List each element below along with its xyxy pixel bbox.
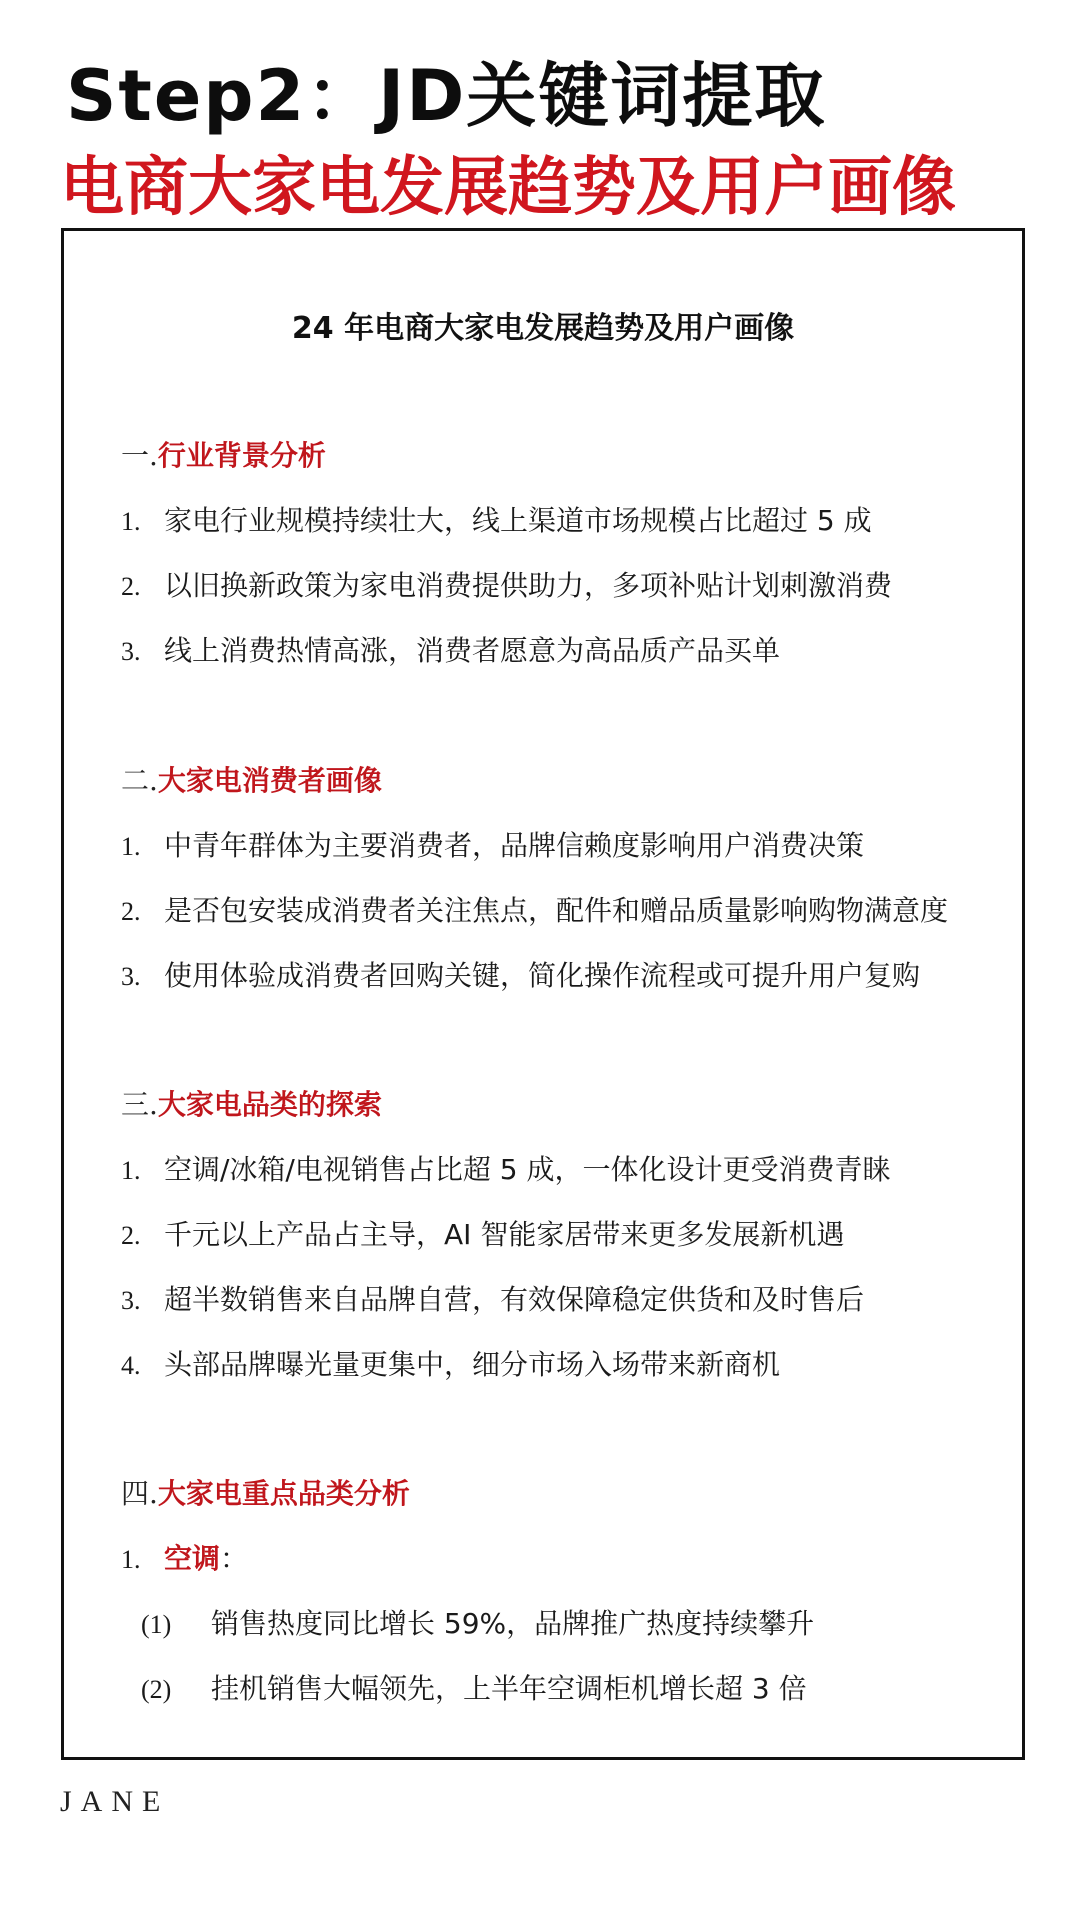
section-label: 大家电消费者画像 bbox=[157, 764, 382, 797]
item-number: 3. bbox=[121, 637, 141, 666]
item-number: 2. bbox=[121, 1221, 141, 1250]
list-item bbox=[121, 1148, 891, 1188]
list-item bbox=[121, 954, 920, 994]
sub-list-item bbox=[141, 1602, 814, 1642]
sub-list-item bbox=[141, 1667, 807, 1707]
section-heading-key-category-analysis bbox=[121, 1472, 410, 1512]
list-item bbox=[121, 824, 864, 864]
item-text: 家电行业规模持续壮大，线上渠道市场规模占比超过 5 成 bbox=[164, 504, 872, 537]
item-text: 线上消费热情高涨，消费者愿意为高品质产品买单 bbox=[164, 634, 781, 667]
item-number: 2. bbox=[121, 572, 141, 601]
item-text: 是否包安装成消费者关注焦点，配件和赠品质量影响购物满意度 bbox=[164, 894, 949, 927]
item-text: 以旧换新政策为家电消费提供助力，多项补贴计划刺激消费 bbox=[164, 569, 893, 602]
section-number: 四. bbox=[121, 1477, 158, 1510]
document-box bbox=[61, 228, 1025, 1760]
item-label: 空调 bbox=[164, 1542, 221, 1575]
section-heading-industry-background bbox=[121, 434, 326, 474]
sub-item-text: 销售热度同比增长 59%，品牌推广热度持续攀升 bbox=[211, 1607, 815, 1640]
list-item bbox=[121, 1278, 864, 1318]
item-text: 使用体验成消费者回购关键，简化操作流程或可提升用户复购 bbox=[164, 959, 921, 992]
item-colon: ： bbox=[220, 1542, 249, 1575]
item-number: 2. bbox=[121, 897, 141, 926]
section-heading-consumer-profile bbox=[121, 759, 382, 799]
document-title: 24 年电商大家电发展趋势及用户画像 bbox=[291, 311, 795, 346]
item-number: 1. bbox=[121, 1156, 141, 1185]
list-item bbox=[121, 499, 872, 539]
item-text: 头部品牌曝光量更集中，细分市场入场带来新商机 bbox=[164, 1348, 781, 1381]
list-item bbox=[121, 564, 892, 604]
list-item bbox=[121, 629, 780, 669]
sub-item-number: (2) bbox=[141, 1675, 172, 1704]
section-label: 行业背景分析 bbox=[157, 439, 326, 472]
sub-item-number: (1) bbox=[141, 1610, 172, 1639]
item-text: 中青年群体为主要消费者，品牌信赖度影响用户消费决策 bbox=[164, 829, 865, 862]
item-number: 1. bbox=[121, 832, 141, 861]
section-label: 大家电重点品类分析 bbox=[157, 1477, 410, 1510]
section-number: 三. bbox=[121, 1088, 158, 1121]
section-number: 一. bbox=[121, 439, 158, 472]
item-text: 千元以上产品占主导，AI 智能家居带来更多发展新机遇 bbox=[164, 1218, 845, 1251]
item-number: 1. bbox=[121, 507, 141, 536]
list-item bbox=[121, 889, 948, 929]
section-label: 大家电品类的探索 bbox=[157, 1088, 382, 1121]
item-number: 3. bbox=[121, 1286, 141, 1315]
section-number: 二. bbox=[121, 764, 158, 797]
item-number: 3. bbox=[121, 962, 141, 991]
item-number: 1. bbox=[121, 1545, 141, 1574]
item-text: 超半数销售来自品牌自营，有效保障稳定供货和及时售后 bbox=[164, 1283, 865, 1316]
item-text: 空调/冰箱/电视销售占比超 5 成，一体化设计更受消费青睐 bbox=[164, 1153, 891, 1186]
section-heading-category-exploration bbox=[121, 1083, 382, 1123]
brand-signature: JANE bbox=[60, 1785, 170, 1818]
list-item bbox=[121, 1213, 844, 1253]
sub-item-text: 挂机销售大幅领先，上半年空调柜机增长超 3 倍 bbox=[211, 1672, 807, 1705]
list-item bbox=[121, 1537, 248, 1577]
page-title: Step2：JD关键词提取 bbox=[66, 55, 827, 137]
list-item bbox=[121, 1343, 780, 1383]
item-number: 4. bbox=[121, 1351, 141, 1380]
page-subtitle: 电商大家电发展趋势及用户画像 bbox=[60, 151, 956, 225]
